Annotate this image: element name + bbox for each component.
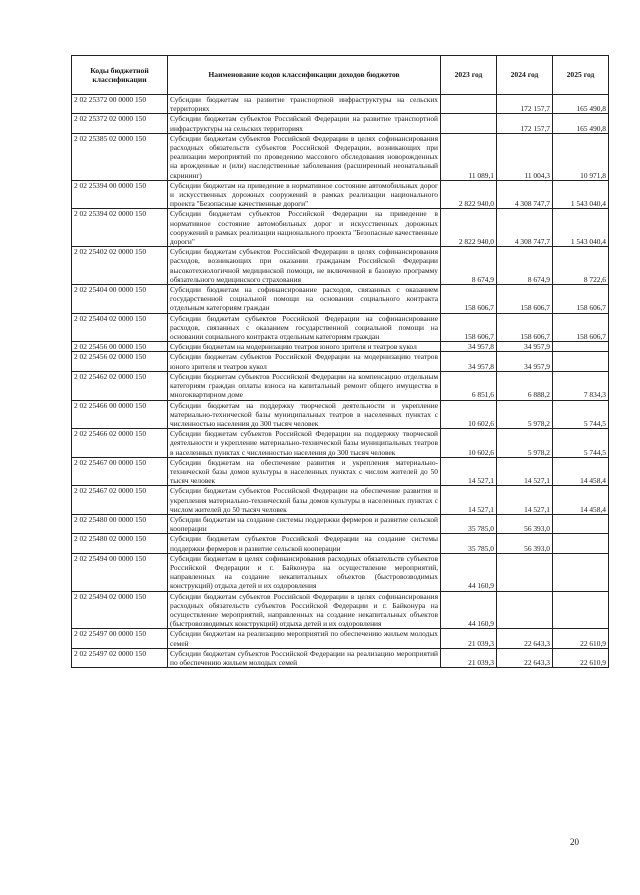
cell-code: 2 02 25456 02 0000 150 <box>72 352 168 371</box>
cell-2023: 8 674,9 <box>441 247 497 285</box>
cell-2023: 6 851,6 <box>441 371 497 400</box>
cell-name: Субсидии бюджетам на обеспечение развития и укрепления материально-технической базы домов культуры в населенных пунктах с числом жителей до 50 тысяч человек <box>168 457 441 486</box>
cell-name: Субсидии бюджетам субъектов Российской Федерации на поддержку творческой деятельности и укрепление материально-технической базы муниципальных театров в населенных пунктах с численностью населения до 300 тысяч человек <box>168 429 441 458</box>
cell-code: 2 02 25394 00 0000 150 <box>72 180 168 209</box>
cell-code: 2 02 25402 02 0000 150 <box>72 247 168 285</box>
table-row <box>72 371 609 400</box>
cell-name: Субсидии бюджетам на модернизацию театров юного зрителя и театров кукол <box>168 342 441 352</box>
header-2024: 2024 год <box>497 56 553 95</box>
cell-2023 <box>441 95 497 114</box>
cell-code: 2 02 25467 00 0000 150 <box>72 457 168 486</box>
cell-2023: 35 785,0 <box>441 534 497 553</box>
cell-2023: 158 606,7 <box>441 285 497 314</box>
cell-2025: 14 458,4 <box>553 457 609 486</box>
cell-2023: 34 957,8 <box>441 352 497 371</box>
cell-name: Субсидии бюджетам на поддержку творческой деятельности и укрепление материально-технической базы муниципальных театров в населенных пунктах с численностью населения до 300 тысяч человек <box>168 400 441 429</box>
cell-code: 2 02 25480 02 0000 150 <box>72 534 168 553</box>
table-body <box>72 95 609 668</box>
table-row <box>72 342 609 352</box>
cell-2023: 35 785,0 <box>441 514 497 533</box>
cell-2023: 14 527,1 <box>441 486 497 515</box>
cell-2025 <box>553 342 609 352</box>
header-name: Наименование кодов классификации доходов бюджетов <box>168 56 441 95</box>
cell-name: Субсидии бюджетам на софинансирование расходов, связанных с оказанием государственной социальной помощи на основании социального контракта отдельным категориям граждан <box>168 285 441 314</box>
cell-2023: 21 039,3 <box>441 629 497 648</box>
table-row <box>72 285 609 314</box>
cell-2025: 7 834,3 <box>553 371 609 400</box>
table-row <box>72 95 609 114</box>
cell-code: 2 02 25404 00 0000 150 <box>72 285 168 314</box>
table-row <box>72 591 609 629</box>
cell-name: Субсидии бюджетам субъектов Российской Федерации на создание системы поддержки фермеров и развитие сельской кооперации <box>168 534 441 553</box>
page-number: 20 <box>570 837 579 847</box>
cell-2024: 158 606,7 <box>497 285 553 314</box>
cell-2025: 158 606,7 <box>553 313 609 342</box>
cell-2025 <box>553 514 609 533</box>
cell-code: 2 02 25394 02 0000 150 <box>72 209 168 247</box>
cell-2024: 56 393,0 <box>497 514 553 533</box>
cell-name: Субсидии бюджетам субъектов Российской Федерации на приведение в нормативное состояние автомобильных дорог и искусственных дорожных сооружений в рамках реализации национального проекта "Безопасные качественные дороги" <box>168 209 441 247</box>
cell-code: 2 02 25466 02 0000 150 <box>72 429 168 458</box>
cell-name: Субсидии бюджетам субъектов Российской Федерации в целях софинансирования расходных обязательств субъектов Российской Федерации, возникающих при реализации мероприятий по проведению массового обследования новорожденных на врожденные и (или) наследственные заболевания (расширенный неонатальный скрининг) <box>168 133 441 180</box>
table-row <box>72 313 609 342</box>
table-row <box>72 486 609 515</box>
cell-2024: 4 308 747,7 <box>497 209 553 247</box>
cell-2023: 44 160,9 <box>441 553 497 591</box>
cell-2024: 8 674,9 <box>497 247 553 285</box>
cell-2024: 4 308 747,7 <box>497 180 553 209</box>
cell-code: 2 02 25467 02 0000 150 <box>72 486 168 515</box>
cell-2025: 22 610,9 <box>553 648 609 667</box>
cell-2023: 2 822 940,0 <box>441 209 497 247</box>
cell-code: 2 02 25385 02 0000 150 <box>72 133 168 180</box>
cell-name: Субсидии бюджетам субъектов Российской Федерации на компенсацию отдельным категориям граждан оплаты взноса на капитальный ремонт общего имущества в многоквартирном доме <box>168 371 441 400</box>
table-row <box>72 133 609 180</box>
cell-code: 2 02 25494 02 0000 150 <box>72 591 168 629</box>
table-row <box>72 648 609 667</box>
cell-2024: 34 957,9 <box>497 342 553 352</box>
cell-2024: 6 888,2 <box>497 371 553 400</box>
cell-2023 <box>441 114 497 133</box>
cell-name: Субсидии бюджетам на создание системы поддержки фермеров и развитие сельской кооперации <box>168 514 441 533</box>
cell-2023: 21 039,3 <box>441 648 497 667</box>
cell-code: 2 02 25480 00 0000 150 <box>72 514 168 533</box>
cell-code: 2 02 25466 00 0000 150 <box>72 400 168 429</box>
cell-2024: 56 393,0 <box>497 534 553 553</box>
table-row <box>72 553 609 591</box>
cell-name: Субсидии бюджетам субъектов Российской Федерации на модернизацию театров юного зрителя и театров кукол <box>168 352 441 371</box>
cell-2025: 22 610,9 <box>553 629 609 648</box>
table-header <box>72 56 609 95</box>
cell-2024: 14 527,1 <box>497 486 553 515</box>
cell-2024: 5 978,2 <box>497 429 553 458</box>
cell-2024: 11 004,3 <box>497 133 553 180</box>
budget-revenue-table <box>71 55 609 668</box>
cell-code: 2 02 25497 02 0000 150 <box>72 648 168 667</box>
cell-code: 2 02 25404 02 0000 150 <box>72 313 168 342</box>
cell-2023: 14 527,1 <box>441 457 497 486</box>
cell-2024 <box>497 591 553 629</box>
cell-2024 <box>497 553 553 591</box>
cell-code: 2 02 25462 02 0000 150 <box>72 371 168 400</box>
cell-2024: 34 957,9 <box>497 352 553 371</box>
cell-2025: 158 606,7 <box>553 285 609 314</box>
cell-2025 <box>553 352 609 371</box>
table-row <box>72 247 609 285</box>
table-row <box>72 400 609 429</box>
cell-code: 2 02 25497 00 0000 150 <box>72 629 168 648</box>
cell-2023: 10 602,6 <box>441 400 497 429</box>
cell-2025 <box>553 553 609 591</box>
cell-2025: 1 543 040,4 <box>553 209 609 247</box>
cell-2024: 22 643,3 <box>497 629 553 648</box>
header-row <box>72 56 609 95</box>
cell-2025: 8 722,6 <box>553 247 609 285</box>
cell-2024: 5 978,2 <box>497 400 553 429</box>
cell-2023: 10 602,6 <box>441 429 497 458</box>
cell-code: 2 02 25494 00 0000 150 <box>72 553 168 591</box>
table-row <box>72 429 609 458</box>
table-row <box>72 180 609 209</box>
cell-name: Субсидии бюджетам субъектов Российской Федерации в целях софинансирования расходных обязательств субъектов Российской Федерации и г. Байконура на осуществление мероприятий, направленных на создание некапитальных объектов (быстровозводимых конструкций) отдыха детей и их оздоровления <box>168 591 441 629</box>
cell-2025: 1 543 040,4 <box>553 180 609 209</box>
table-row <box>72 209 609 247</box>
cell-name: Субсидии бюджетам субъектов Российской Федерации на обеспечение развития и укрепления материально-технической базы домов культуры в населенных пунктах с числом жителей до 50 тысяч человек <box>168 486 441 515</box>
cell-2024: 22 643,3 <box>497 648 553 667</box>
cell-name: Субсидии бюджетам субъектов Российской Федерации на реализацию мероприятий по обеспечению жильем молодых семей <box>168 648 441 667</box>
table-row <box>72 534 609 553</box>
cell-2025: 5 744,5 <box>553 400 609 429</box>
cell-name: Субсидии бюджетам субъектов Российской Федерации в целях софинансирования расходов, возникающих при оказании гражданам Российской Федерации высокотехнологичной медицинской помощи, не включенной в базовую программу обязательного медицинского страхования <box>168 247 441 285</box>
cell-2024: 14 527,1 <box>497 457 553 486</box>
cell-2025 <box>553 591 609 629</box>
cell-2023: 11 089,1 <box>441 133 497 180</box>
cell-2024: 172 157,7 <box>497 95 553 114</box>
table-row <box>72 514 609 533</box>
cell-2024: 172 157,7 <box>497 114 553 133</box>
cell-name: Субсидии бюджетам в целях софинансирования расходных обязательств субъектов Российской Федерации и г. Байконура на осуществление мероприятий, направленных на создание некапитальных объектов (быстровозводимых конструкций) отдыха детей и их оздоровления <box>168 553 441 591</box>
cell-name: Субсидии бюджетам субъектов Российской Федерации на софинансирование расходов, связанных с оказанием государственной социальной помощи на основании социального контракта отдельным категориям граждан <box>168 313 441 342</box>
header-2023: 2023 год <box>441 56 497 95</box>
cell-2025: 10 971,8 <box>553 133 609 180</box>
cell-2024: 158 606,7 <box>497 313 553 342</box>
cell-2023: 158 606,7 <box>441 313 497 342</box>
cell-name: Субсидии бюджетам субъектов Российской Федерации на развитие транспортной инфраструктуры на сельских территориях <box>168 114 441 133</box>
cell-2025: 165 490,8 <box>553 114 609 133</box>
cell-code: 2 02 25372 00 0000 150 <box>72 95 168 114</box>
table-row <box>72 457 609 486</box>
cell-2023: 34 957,8 <box>441 342 497 352</box>
cell-code: 2 02 25372 02 0000 150 <box>72 114 168 133</box>
cell-name: Субсидии бюджетам на развитие транспортной инфраструктуры на сельских территориях <box>168 95 441 114</box>
cell-name: Субсидии бюджетам на приведение в нормативное состояние автомобильных дорог и искусственных дорожных сооружений в рамках реализации национального проекта "Безопасные качественные дороги" <box>168 180 441 209</box>
cell-2023: 2 822 940,0 <box>441 180 497 209</box>
header-code: Коды бюджетной классификации <box>72 56 168 95</box>
cell-2025: 14 458,4 <box>553 486 609 515</box>
header-2025: 2025 год <box>553 56 609 95</box>
cell-2025: 5 744,5 <box>553 429 609 458</box>
table-row <box>72 114 609 133</box>
cell-name: Субсидии бюджетам на реализацию мероприятий по обеспечению жильем молодых семей <box>168 629 441 648</box>
cell-2025: 165 490,8 <box>553 95 609 114</box>
cell-2023: 44 160,9 <box>441 591 497 629</box>
cell-2025 <box>553 534 609 553</box>
cell-code: 2 02 25456 00 0000 150 <box>72 342 168 352</box>
table-row <box>72 352 609 371</box>
table-row <box>72 629 609 648</box>
